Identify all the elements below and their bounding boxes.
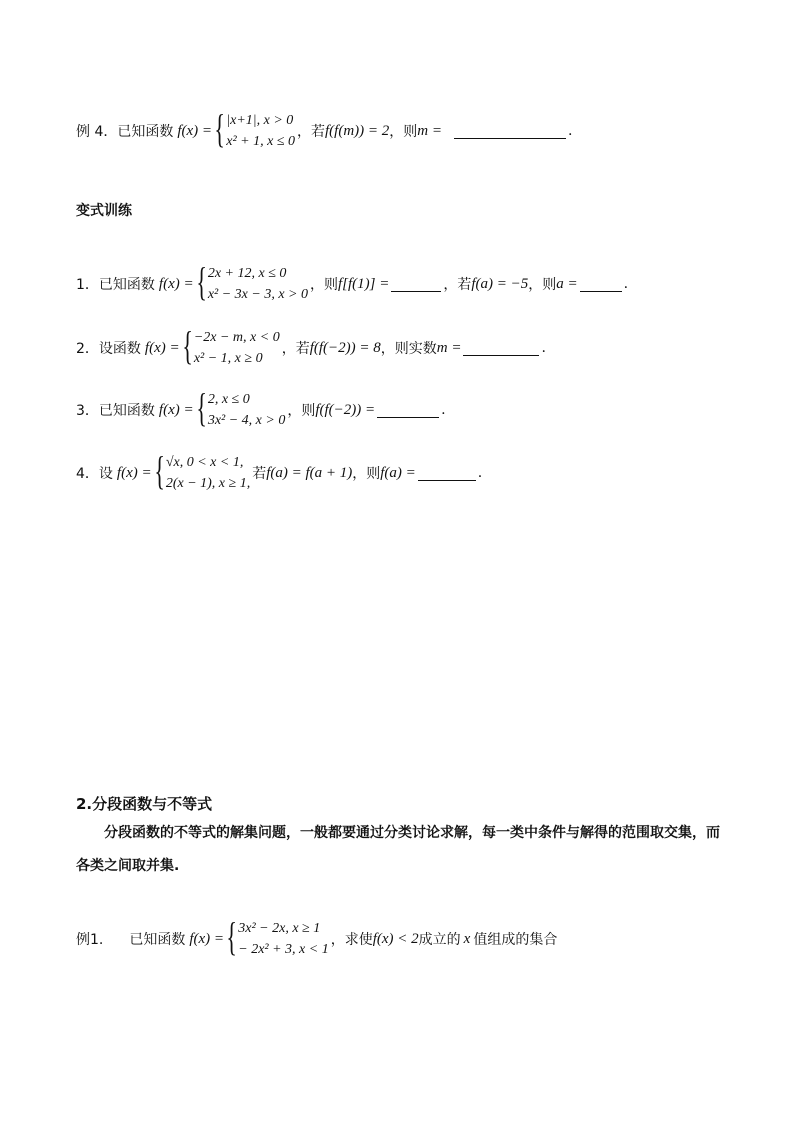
- piecewise-cases: [208, 263, 308, 305]
- exercise-label: 2．设函数: [76, 341, 141, 357]
- text-connector: 值组成的集合: [473, 932, 558, 948]
- training-title: 变式训练: [76, 203, 132, 219]
- function-name: f(x) =: [158, 401, 194, 418]
- section-2-title: 2.分段函数与不等式: [76, 795, 213, 813]
- exercise-label: 4．设: [76, 466, 113, 482]
- exercise-2: [76, 323, 546, 369]
- text-connector: 若: [252, 466, 267, 482]
- case-1: 3x² − 2x, x ≥ 1: [238, 921, 321, 936]
- example-4: [76, 106, 573, 152]
- case-1: 2, x ≤ 0: [207, 392, 250, 407]
- text-connector: ，若: [297, 124, 326, 140]
- function-name: f(x) =: [116, 464, 152, 481]
- example-4-label: 例 4．已知函数: [76, 124, 174, 140]
- case-2: − 2x² + 3, x < 1: [238, 942, 329, 957]
- example-1: [76, 914, 558, 960]
- exercise-3: [76, 385, 446, 431]
- example-1-label: 例1.: [76, 932, 104, 948]
- piecewise-cases: [194, 327, 280, 369]
- case-1: √x, 0 < x < 1,: [165, 455, 244, 470]
- inequality: f(x) < 2: [372, 930, 419, 947]
- answer-blank[interactable]: [418, 466, 476, 481]
- case-2: 3x² − 4, x > 0: [207, 413, 286, 428]
- piecewise-cases: [226, 110, 295, 152]
- case-1: 2x + 12, x ≤ 0: [207, 266, 287, 281]
- text-connector: ，则: [352, 466, 381, 482]
- condition: f(f(m)) = 2: [325, 122, 390, 139]
- text-connector: ，则: [528, 277, 557, 293]
- brace-icon: {: [153, 448, 165, 493]
- expression: m =: [436, 339, 462, 356]
- brace-icon: {: [181, 323, 193, 368]
- period: .: [541, 340, 546, 356]
- exercise-label: 1．已知函数: [76, 277, 155, 293]
- function-name: f(x) =: [177, 122, 213, 139]
- piecewise-cases: [238, 918, 328, 960]
- section-2-paragraph: 分段函数的不等式的解集问题，一般都要通过分类讨论求解，每一类中条件与解得的范围取交集，而各类之间取并集.: [76, 825, 720, 874]
- piecewise-cases: [166, 452, 250, 494]
- case-1: |x+1|, x > 0: [226, 113, 294, 128]
- expression: f(f(−2)) =: [315, 401, 376, 418]
- expression: f(f(−2)) = 8: [309, 339, 381, 356]
- exercise-4: [76, 448, 483, 494]
- expression: f(a) =: [380, 464, 416, 481]
- expression: a =: [556, 275, 578, 292]
- piecewise-cases: [208, 389, 286, 431]
- text-connector: ，则: [310, 277, 338, 293]
- brace-icon: {: [195, 259, 207, 304]
- case-2: x² − 1, x ≥ 0: [193, 351, 263, 366]
- exercise-label: 3．已知函数: [76, 403, 155, 419]
- case-2: x² + 1, x ≤ 0: [226, 134, 296, 149]
- brace-icon: {: [195, 385, 207, 430]
- text-connector: 成立的: [418, 932, 461, 948]
- brace-icon: {: [214, 106, 225, 151]
- text-connector: ，则实数: [380, 341, 437, 357]
- expression: f[f(1)] =: [338, 275, 390, 292]
- answer-variable: m =: [417, 122, 443, 139]
- function-name: f(x) =: [189, 930, 225, 947]
- text-connector: ，求使: [330, 932, 373, 948]
- case-1: −2x − m, x < 0: [193, 330, 280, 345]
- case-2: 2(x − 1), x ≥ 1,: [165, 476, 251, 491]
- function-name: f(x) =: [144, 339, 180, 356]
- expression: f(a) = f(a + 1): [266, 464, 353, 481]
- answer-blank[interactable]: [463, 341, 539, 356]
- answer-blank[interactable]: [580, 277, 622, 292]
- answer-blank[interactable]: [391, 277, 441, 292]
- answer-blank[interactable]: [454, 124, 566, 139]
- variable: x: [463, 930, 471, 947]
- exercise-1: [76, 259, 629, 305]
- expression: f(a) = −5: [471, 275, 529, 292]
- case-2: x² − 3x − 3, x > 0: [207, 287, 308, 302]
- text-connector: ，若: [443, 277, 472, 293]
- period: .: [623, 276, 629, 292]
- brace-icon: {: [226, 914, 237, 959]
- period: .: [477, 465, 483, 481]
- period: .: [441, 402, 446, 418]
- text-connector: 已知函数: [129, 932, 186, 948]
- text-connector: ，则: [287, 403, 316, 419]
- text-connector: ，若: [281, 341, 310, 357]
- answer-blank[interactable]: [377, 403, 439, 418]
- text-connector: ，则: [389, 124, 418, 140]
- function-name: f(x) =: [158, 275, 194, 292]
- period: .: [568, 123, 573, 139]
